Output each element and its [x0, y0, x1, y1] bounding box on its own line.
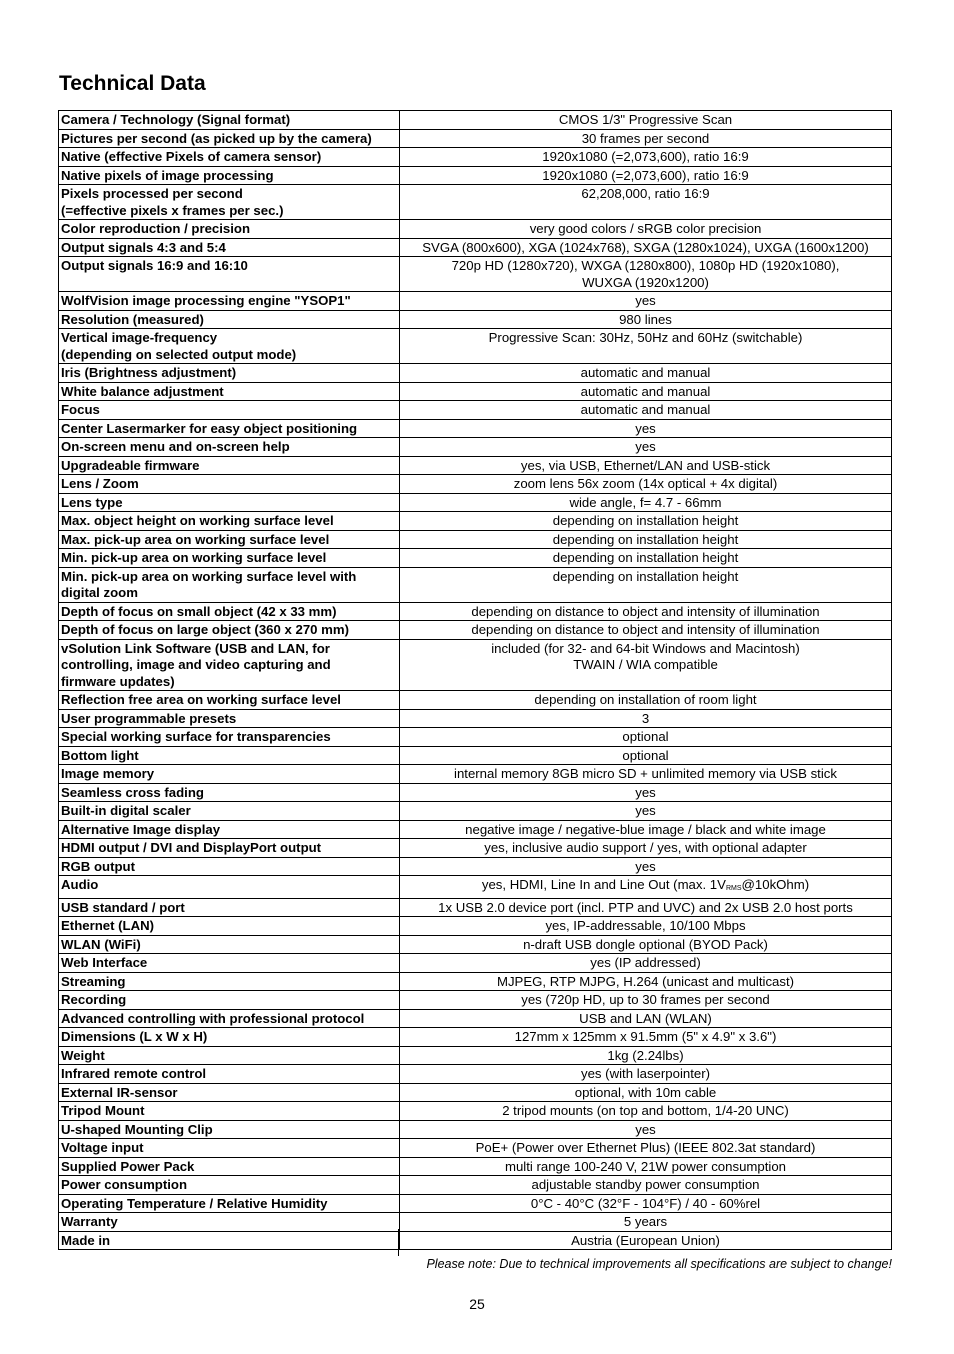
spec-value [400, 456, 892, 475]
spec-label: Seamless cross fading [59, 783, 400, 802]
spec-value-line: wide angle, f= 4.7 - 66mm [569, 494, 722, 510]
spec-value-line: Progressive Scan: 30Hz, 50Hz and 60Hz (switchable) [488, 330, 803, 345]
spec-value-line: multi range 100-240 V, 21W power consumption [504, 1158, 786, 1174]
spec-value [400, 1139, 892, 1158]
spec-value-line: automatic and manual [580, 383, 711, 399]
spec-label: vSolution Link Software (USB and LAN, for controlling, image and video capturing and firmware updates) [59, 639, 400, 691]
spec-value [400, 820, 892, 839]
table-row [59, 1083, 892, 1102]
spec-label: Focus [59, 401, 400, 420]
spec-value [400, 220, 892, 239]
spec-value-line: optional [622, 747, 669, 763]
spec-label: User programmable presets [59, 709, 400, 728]
spec-label: Pixels processed per second (=effective pixels x frames per sec.) [59, 185, 400, 220]
spec-value [400, 991, 892, 1010]
spec-label: Tripod Mount [59, 1102, 400, 1121]
spec-label: Made in [59, 1231, 400, 1250]
table-row [59, 691, 892, 710]
spec-value [400, 639, 892, 691]
spec-value-line: 2 tripod mounts (on top and bottom, 1/4-20 UNC) [502, 1103, 789, 1118]
spec-label: Output signals 16:9 and 16:10 [59, 257, 400, 292]
spec-value [400, 567, 892, 602]
spec-label: Lens / Zoom [59, 475, 400, 494]
spec-value-line: depending on distance to object and intensity of illumination [471, 603, 820, 619]
spec-value-line: 0°C - 40°C (32°F - 104°F) / 40 - 60%rel [530, 1195, 761, 1211]
spec-value-line: included (for 32- and 64-bit Windows and Macintosh) [491, 640, 800, 656]
spec-label: U-shaped Mounting Clip [59, 1120, 400, 1139]
table-row [59, 839, 892, 858]
spec-value [400, 898, 892, 917]
table-row [59, 1157, 892, 1176]
spec-label: Supplied Power Pack [59, 1157, 400, 1176]
spec-value [400, 475, 892, 494]
spec-label: Depth of focus on small object (42 x 33 mm) [59, 602, 400, 621]
spec-value [400, 1046, 892, 1065]
spec-value-line: depending on installation of room light [534, 692, 757, 707]
spec-value [400, 512, 892, 531]
spec-value [400, 530, 892, 549]
spec-value-line: 1920x1080 (=2,073,600), ratio 16:9 [542, 167, 749, 183]
table-row [59, 1120, 892, 1139]
table-row [59, 991, 892, 1010]
spec-label: Max. object height on working surface level [59, 512, 400, 531]
spec-value-line: yes (720p HD, up to 30 frames per second [521, 992, 770, 1007]
spec-value [400, 954, 892, 973]
table-row [59, 1028, 892, 1047]
table-row [59, 401, 892, 420]
table-row [59, 438, 892, 457]
spec-label: Alternative Image display [59, 820, 400, 839]
table-row [59, 935, 892, 954]
spec-value [400, 111, 892, 130]
table-row [59, 257, 892, 292]
spec-label: Reflection free area on working surface level [59, 691, 400, 710]
spec-value-line: SVGA (800x600), XGA (1024x768), SXGA (1280x1024), UXGA (1600x1200) [422, 239, 869, 255]
table-row [59, 329, 892, 364]
spec-value-line: depending on installation height [552, 531, 739, 547]
spec-value-line: 720p HD (1280x720), WXGA (1280x800), 1080p HD (1920x1080), [451, 258, 840, 273]
spec-value-line: 980 lines [619, 311, 672, 327]
spec-value-line: yes [635, 439, 656, 454]
spec-value [400, 709, 892, 728]
spec-value-line: CMOS 1/3" Progressive Scan [558, 112, 733, 127]
spec-value [400, 401, 892, 420]
table-row [59, 493, 892, 512]
table-row [59, 876, 892, 899]
table-row [59, 857, 892, 876]
spec-label: Image memory [59, 765, 400, 784]
table-row [59, 1176, 892, 1195]
spec-value [400, 972, 892, 991]
table-row [59, 292, 892, 311]
page-title: Technical Data [59, 72, 206, 95]
spec-value-line: 5 years [623, 1214, 668, 1229]
spec-label: Max. pick-up area on working surface level [59, 530, 400, 549]
spec-label: Recording [59, 991, 400, 1010]
spec-value [400, 1231, 892, 1250]
table-row [59, 111, 892, 130]
spec-label: Bottom light [59, 746, 400, 765]
table-row [59, 1231, 892, 1250]
spec-value [400, 257, 892, 292]
spec-value [400, 935, 892, 954]
spec-value-line: 30 frames per second [581, 130, 710, 146]
table-row [59, 475, 892, 494]
technical-data-table [58, 110, 892, 1250]
spec-value [400, 1213, 892, 1232]
table-row [59, 972, 892, 991]
spec-label: Upgradeable firmware [59, 456, 400, 475]
spec-label: Advanced controlling with professional protocol [59, 1009, 400, 1028]
table-row [59, 1102, 892, 1121]
spec-value [400, 602, 892, 621]
table-row [59, 1139, 892, 1158]
spec-label: Infrared remote control [59, 1065, 400, 1084]
spec-label: Operating Temperature / Relative Humidity [59, 1194, 400, 1213]
spec-value-line: zoom lens 56x zoom (14x optical + 4x digital) [513, 476, 778, 491]
spec-label: Dimensions (L x W x H) [59, 1028, 400, 1047]
spec-value-line: yes, inclusive audio support / yes, with optional adapter [484, 840, 807, 855]
spec-label: Built-in digital scaler [59, 802, 400, 821]
spec-value [400, 292, 892, 311]
spec-label: Iris (Brightness adjustment) [59, 364, 400, 383]
spec-value-line: yes [635, 293, 656, 308]
table-row [59, 1213, 892, 1232]
spec-value-line: yes, HDMI, Line In and Line Out (max. $1V_{RMS}@10kOhm$) [481, 877, 810, 892]
spec-value-line: 3 [641, 710, 650, 726]
spec-label: WolfVision image processing engine "YSOP1" [59, 292, 400, 311]
spec-label: Special working surface for transparencies [59, 728, 400, 747]
spec-value [400, 310, 892, 329]
spec-label: Weight [59, 1046, 400, 1065]
spec-value-line: negative image / negative-blue image / black and white image [465, 821, 826, 837]
spec-value-line: yes, IP-addressable, 10/100 Mbps [545, 918, 746, 933]
spec-label: Min. pick-up area on working surface level [59, 549, 400, 568]
spec-value-line: yes (IP addressed) [590, 955, 701, 970]
spec-value [400, 364, 892, 383]
spec-value [400, 917, 892, 936]
spec-value-line: depending on installation height [552, 568, 739, 584]
spec-value-line: 1920x1080 (=2,073,600), ratio 16:9 [542, 149, 749, 164]
table-row [59, 364, 892, 383]
table-row [59, 1046, 892, 1065]
footnote: Please note: Due to technical improvements all specifications are subject to change! [426, 1257, 892, 1271]
spec-label: Min. pick-up area on working surface level with digital zoom [59, 567, 400, 602]
spec-value [400, 493, 892, 512]
spec-value-line: automatic and manual [580, 365, 711, 380]
spec-label: External IR-sensor [59, 1083, 400, 1102]
table-row [59, 709, 892, 728]
spec-label: Depth of focus on large object (360 x 270 mm) [59, 621, 400, 640]
spec-value [400, 1176, 892, 1195]
spec-value [400, 1102, 892, 1121]
spec-label: Power consumption [59, 1176, 400, 1195]
table-row [59, 728, 892, 747]
spec-label: Camera / Technology (Signal format) [59, 111, 400, 130]
spec-value [400, 238, 892, 257]
spec-value-line: TWAIN / WIA compatible [573, 657, 718, 672]
spec-value [400, 166, 892, 185]
table-row [59, 419, 892, 438]
spec-label: Pictures per second (as picked up by the camera) [59, 129, 400, 148]
table-row [59, 238, 892, 257]
spec-value-line: Austria (European Union) [571, 1232, 720, 1248]
spec-value [400, 1194, 892, 1213]
table-row [59, 530, 892, 549]
spec-value-line: internal memory 8GB micro SD + unlimited memory via USB stick [454, 766, 837, 781]
spec-value-line: adjustable standby power consumption [531, 1177, 760, 1192]
spec-value-line: automatic and manual [580, 402, 711, 417]
table-row [59, 220, 892, 239]
spec-value-line: yes (with laserpointer) [581, 1066, 710, 1081]
spec-value [400, 329, 892, 364]
spec-value [400, 691, 892, 710]
spec-value [400, 1120, 892, 1139]
spec-label: White balance adjustment [59, 382, 400, 401]
table-row [59, 310, 892, 329]
spec-value-line: 127mm x 125mm x 91.5mm (5" x 4.9" x 3.6") [514, 1029, 777, 1044]
spec-value [400, 802, 892, 821]
spec-label: Center Lasermarker for easy object positioning [59, 419, 400, 438]
spec-value-line: MJPEG, RTP MJPG, H.264 (unicast and multicast) [496, 973, 795, 989]
spec-value [400, 419, 892, 438]
spec-value [400, 621, 892, 640]
table-row [59, 148, 892, 167]
spec-value [400, 438, 892, 457]
spec-value [400, 1028, 892, 1047]
spec-value [400, 839, 892, 858]
spec-value [400, 783, 892, 802]
page-number: 25 [469, 1296, 485, 1312]
spec-value-line: depending on installation height [552, 513, 739, 528]
spec-value [400, 746, 892, 765]
table-row [59, 765, 892, 784]
table-row [59, 783, 892, 802]
table-row [59, 917, 892, 936]
spec-value-line: yes [635, 1121, 656, 1137]
spec-value-line: very good colors / sRGB color precision [529, 221, 762, 236]
table-row [59, 898, 892, 917]
spec-label: Lens type [59, 493, 400, 512]
spec-value [400, 1065, 892, 1084]
table-row [59, 1065, 892, 1084]
table-row [59, 954, 892, 973]
table-row [59, 746, 892, 765]
table-row [59, 820, 892, 839]
spec-value-line: yes [635, 858, 656, 874]
table-row [59, 567, 892, 602]
table-row [59, 166, 892, 185]
spec-value-line: n-draft USB dongle optional (BYOD Pack) [523, 936, 768, 952]
spec-value [400, 1083, 892, 1102]
table-row [59, 1009, 892, 1028]
spec-label: Web Interface [59, 954, 400, 973]
spec-value-line: depending on installation height [552, 550, 739, 565]
spec-value-line: depending on distance to object and intensity of illumination [471, 622, 820, 637]
table-row [59, 382, 892, 401]
spec-value [400, 549, 892, 568]
spec-value-line: 1kg (2.24lbs) [607, 1047, 684, 1063]
table-row [59, 185, 892, 220]
table-row [59, 802, 892, 821]
spec-value-line: optional, with 10m cable [574, 1084, 717, 1100]
spec-label: Color reproduction / precision [59, 220, 400, 239]
spec-value [400, 728, 892, 747]
spec-value-line: USB and LAN (WLAN) [579, 1010, 712, 1026]
spec-label: Audio [59, 876, 400, 899]
spec-value-line: yes [635, 803, 656, 818]
spec-label: Output signals 4:3 and 5:4 [59, 238, 400, 257]
spec-label: Streaming [59, 972, 400, 991]
table-row [59, 602, 892, 621]
spec-value [400, 1157, 892, 1176]
column-divider-line [398, 1229, 399, 1256]
spec-value [400, 857, 892, 876]
spec-value-line: optional [622, 729, 669, 744]
spec-value-line: 62,208,000, ratio 16:9 [581, 186, 710, 201]
table-row [59, 639, 892, 691]
spec-value [400, 129, 892, 148]
spec-label: On-screen menu and on-screen help [59, 438, 400, 457]
technical-data-table-body [59, 111, 892, 1250]
spec-label: USB standard / port [59, 898, 400, 917]
rms-subscript: RMS [725, 885, 742, 892]
spec-label: Resolution (measured) [59, 310, 400, 329]
table-row [59, 1194, 892, 1213]
spec-label: Vertical image-frequency (depending on selected output mode) [59, 329, 400, 364]
spec-value [400, 765, 892, 784]
table-row [59, 549, 892, 568]
spec-value-line: PoE+ (Power over Ethernet Plus) (IEEE 802.3at standard) [475, 1140, 816, 1155]
spec-value [400, 382, 892, 401]
table-row [59, 456, 892, 475]
spec-label: Warranty [59, 1213, 400, 1232]
spec-label: WLAN (WiFi) [59, 935, 400, 954]
spec-value-line: yes [635, 420, 656, 436]
table-row [59, 621, 892, 640]
spec-label: HDMI output / DVI and DisplayPort output [59, 839, 400, 858]
spec-value [400, 1009, 892, 1028]
spec-value-line: 1x USB 2.0 device port (incl. PTP and UVC) and 2x USB 2.0 host ports [438, 899, 853, 915]
spec-label: Ethernet (LAN) [59, 917, 400, 936]
table-row [59, 512, 892, 531]
spec-label: Native pixels of image processing [59, 166, 400, 185]
spec-label: RGB output [59, 857, 400, 876]
spec-label: Native (effective Pixels of camera sensor) [59, 148, 400, 167]
spec-value-line: yes, via USB, Ethernet/LAN and USB-stick [520, 457, 771, 473]
spec-value-line: yes [635, 784, 656, 800]
spec-value-line: WUXGA (1920x1200) [582, 274, 709, 290]
spec-value [400, 185, 892, 220]
table-row [59, 129, 892, 148]
spec-value [400, 876, 892, 899]
spec-label: Voltage input [59, 1139, 400, 1158]
spec-value [400, 148, 892, 167]
